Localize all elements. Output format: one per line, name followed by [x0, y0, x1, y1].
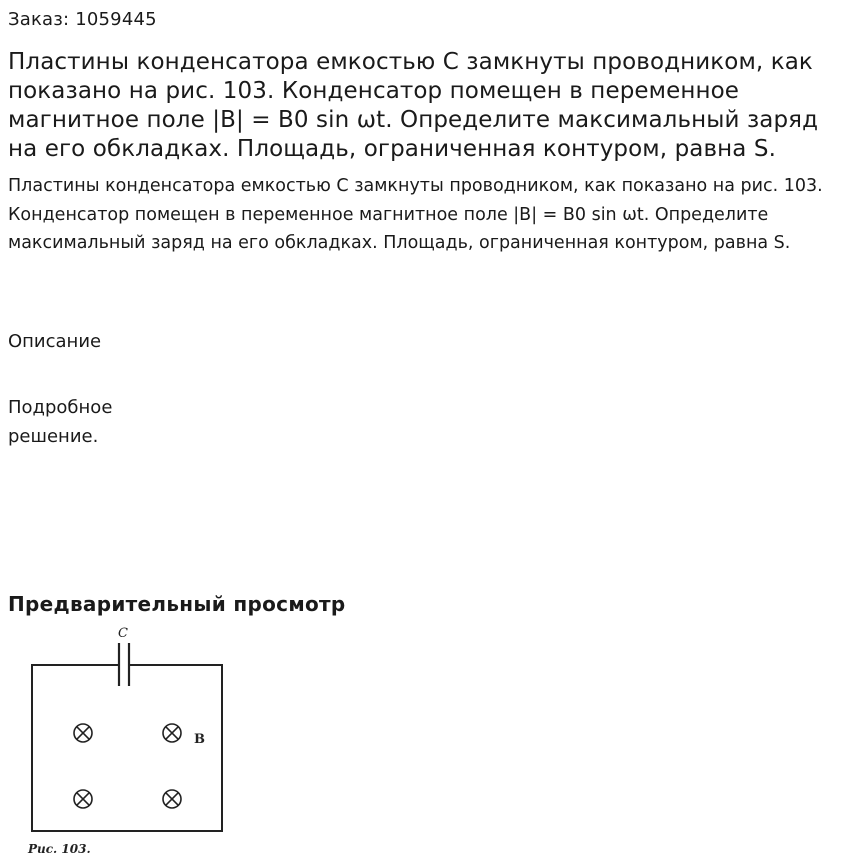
detail-text: Подробное решение.	[8, 397, 113, 447]
circuit-figure	[22, 623, 242, 863]
field-into-page-icon	[74, 790, 92, 808]
figure-caption: Рис. 103.	[28, 842, 91, 856]
wire-loop	[32, 665, 222, 831]
order-number: Заказ: 1059445	[8, 9, 157, 30]
description-label: Описание	[8, 331, 102, 352]
page-content	[8, 0, 838, 616]
task-title: Пластины конденсатора емкостью С замкнуты проводником, как показано на рис. 103. Конденсатор помещен в переменное магнитное поле |В| = В0 sin ωt. Определите максимальный заряд на его обкладках. Площадь, ограниченная контуром, равна S.	[8, 49, 819, 162]
field-into-page-icon	[163, 724, 181, 742]
field-into-page-icon	[163, 790, 181, 808]
field-label: B	[194, 732, 205, 747]
field-into-page-icon	[74, 724, 92, 742]
capacitor-label: C	[118, 626, 128, 641]
preview-heading: Предварительный просмотр	[8, 592, 346, 616]
capacitor-plates	[119, 643, 129, 686]
field-symbols	[74, 724, 181, 808]
task-body: Пластины конденсатора емкостью С замкнуты проводником, как показано на рис. 103. Конденсатор помещен в переменное магнитное поле |В| = В0 sin ωt. Определите максимальный заряд на его обкладках. Площадь, ограниченная контуром, равна S.	[8, 176, 823, 253]
